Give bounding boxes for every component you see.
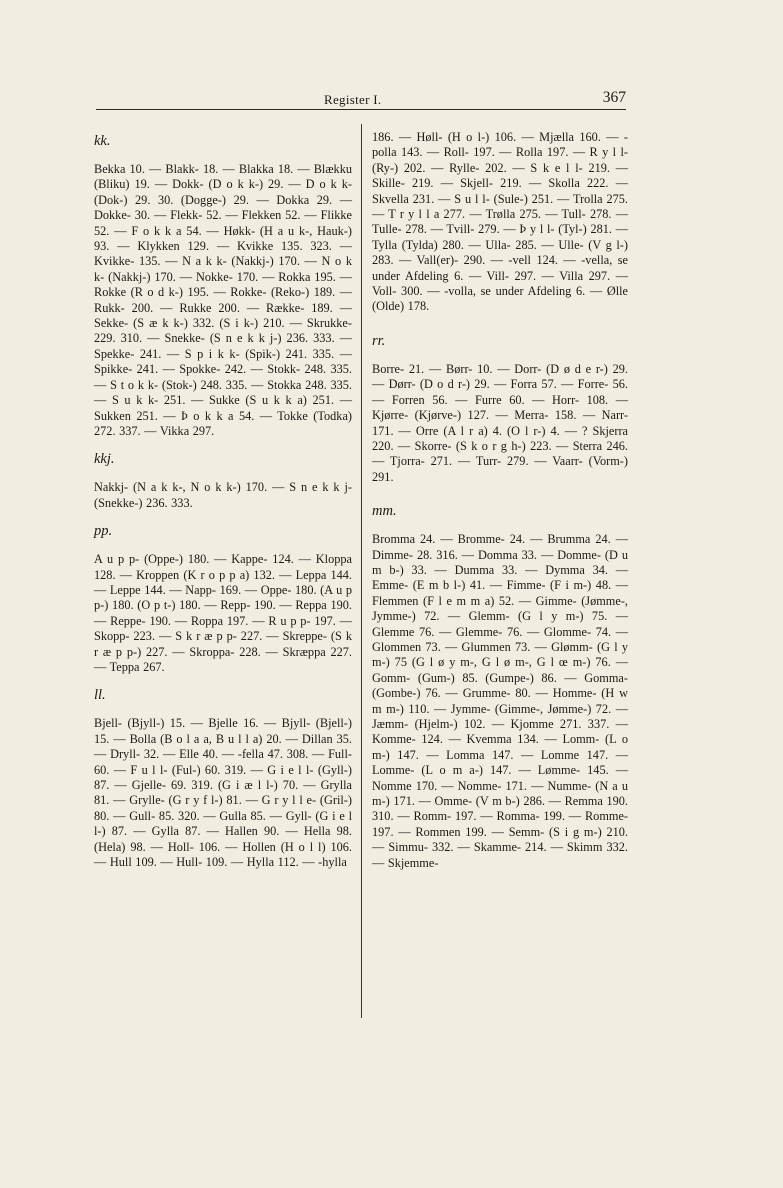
section-entries-pp: A u p p- (Oppe-) 180. — Kappe- 124. — Kloppa 128. — Kroppen (K r o p p a) 132. — Leppa 144. — Leppe 144. — Napp- 169. — Oppe- 180. (A u p p-) 180. (O p t-) 180. — Repp- 190. — Reppa 190. — Reppe- 190. — Roppa 197. — R u p p- 197. — Skopp- 223. — S k r æ p p- 227. — Skreppe- (S k r æ p p-) 227. — Skroppa- 228. — Skræppa 227. — Teppa 267. bbox=[94, 552, 352, 674]
header-rule bbox=[96, 109, 626, 110]
section-heading-kkj: kkj. bbox=[94, 451, 115, 468]
running-head-title: Register I. bbox=[324, 92, 382, 107]
section-heading-pp: pp. bbox=[94, 523, 113, 540]
left-column bbox=[94, 120, 352, 870]
section-entries-ll: Bjell- (Bjyll-) 15. — Bjelle 16. — Bjyll- (Bjell-) 15. — Bolla (B o l a a, B u l l a) 20. — Dillan 35. — Dryll- 32. — Elle 40. — -fella 47. 308. — Full- 60. — F u l l- (Ful-) 60. 319. — G i e l l- (Gyll-) 87. — Gjelle- 69. 319. (G i æ l l-) 70. — Grylla 81. — Grylle- (G r y f l-) 81. — G r y l l e- (Gril-) 80. — Gull- 85. 320. — Gulla 85. — Gyll- (G i e l l-) 87. — Gylla 87. — Hallen 90. — Hella 98. (Hela) 98. — Holl- 106. — Hollen (H o l l) 106. — Hull 109. — Hull- 109. — Hylla 112. — -hylla bbox=[94, 716, 352, 870]
section-entries-ll-continued: 186. — Høll- (H o l-) 106. — Mjælla 160. — -polla 143. — Roll- 197. — Rolla 197. — R y l l- (Ry-) 202. — Rylle- 202. — S k e l l- 219. — Skille- 219. — Skjell- 219. — Skolla 222. — Skvella 231. — S u l l- (Sule-) 251. — Trolla 275. — T r y l l a 277. — Trølla 275. — Tull- 278. — Tulle- 278. — Tvill- 279. — Þ y l l- (Tyl-) 281. — Tylla (Tylda) 280. — Ulla- 285. — Ulle- (V g l-) 283. — Vall(er)- 290. — -vell 124. — -vella, se under Afdeling 6. — Vill- 297. — Villa 297. — Voll- 300. — -volla, se under Afdeling 6. — Ølle (Olde) 178. bbox=[372, 130, 628, 314]
section-heading-ll: ll. bbox=[94, 687, 106, 704]
running-head bbox=[96, 89, 626, 111]
section-entries-kkj: Nakkj- (N a k k-, N o k k-) 170. — S n e k k j- (Snekke-) 236. 333. bbox=[94, 480, 352, 510]
section-heading-rr: rr. bbox=[372, 332, 386, 349]
right-column bbox=[372, 120, 628, 871]
section-heading-mm: mm. bbox=[372, 503, 397, 520]
column-divider bbox=[361, 124, 362, 1018]
section-heading-kk: kk. bbox=[94, 133, 111, 149]
page-number: 367 bbox=[602, 89, 626, 106]
section-entries-rr: Borre- 21. — Børr- 10. — Dorr- (D ø d e r-) 29. — Dørr- (D o d r-) 29. — Forra 57. — Forre- 56. — Forren 56. — Furre 60. — Horr- 108. — Kjørre- (Kjørve-) 127. — Merra- 158. — Narr- 171. — Orre (A l r a) 4. (O l r-) 4. — ? Skjerra 220. — Skorre- (S k o r g h-) 223. — Sterra 246. — Tjorra- 271. — Turr- 279. — Vaarr- (Vorm-) 291. bbox=[372, 361, 628, 484]
section-entries-mm: Bromma 24. — Bromme- 24. — Brumma 24. — Dimme- 28. 316. — Domma 33. — Domme- (D u m b-) 33. — Dumma 33. — Dymma 34. — Emme- (E m b l-) 41. — Fimme- (F i m-) 48. — Flemmen (F l e m m a) 52. — Gimme- (Jømme-, Jymme-) 72. — Glemm- (G l y m-) 75. — Glemme 76. — Glemme- 76. — Glomme- 74. — Glommen 73. — Glummen 73. — Glømm- (G l y m-) 75 (G l ø y m-, G l ø m-, G l œ m-) 76. — Gomm- (Gum-) 85. (Gumpe-) 86. — Gomma- (Gombe-) 76. — Grumme- 80. — Homme- (H w m m-) 110. — Jymme- (Gimme-, Jømme-) 72. — Jæmm- (Hjelm-) 102. — Kjomme 271. 337. — Komme- 124. — Kvemma 134. — Lomm- (L o m-) 147. — Lomma 147. — Lomme 147. — Lomme- (L o m a-) 147. — Lømme- 145. — Nomme 170. — Nomme- 171. — Numme- (N a u m-) 171. — Omme- (V m b-) 286. — Remma 190. 310. — Romm- 197. — Romma- 199. — Romme- 197. — Rommen 199. — Semm- (S i g m-) 210. — Simmu- 332. — Skamme- 214. — Skimm 332. — Skjemme- bbox=[372, 532, 628, 870]
section-entries-kk: Bekka 10. — Blakk- 18. — Blakka 18. — Blækku (Bliku) 19. — Dokk- (D o k k-) 29. — D o k k- (Dok-) 29. 30. (Dogge-) 29. — Dokka 29. — Dokke- 30. — Flekk- 52. — Flekken 52. — Flikke 52. — F o k k a 54. — Høkk- (H a u k-, Hauk-) 93. — Klykken 129. — Kvikke 135. 323. — Kvikke- 135. — N a k k- (Nakkj-) 170. — N o k k- (Nakkj-) 170. — Nokke- 170. — Rokka 195. — Rokke (R o d k-) 195. — Rokke- (Reko-) 189. — Rukk- 200. — Rukke 200. — Række- 189. — Sekke- (S æ k k-) 332. (S i k-) 210. — Skrukke- 229. 310. — Snekke- (S n e k k j-) 236. 333. — Spekke- 241. — S p i k k- (Spik-) 241. 335. — Spikke- 241. — Spokke- 242. — Stokk- 248. 335. — S t o k k- (Stok-) 248. 335. — Stokka 248. 335. — S u k k- 251. — Sukke (S u k k a) 251. — Sukken 251. — Þ o k k a 54. — Tokke (Todka) 272. 337. — Vikka 297. bbox=[94, 162, 352, 438]
